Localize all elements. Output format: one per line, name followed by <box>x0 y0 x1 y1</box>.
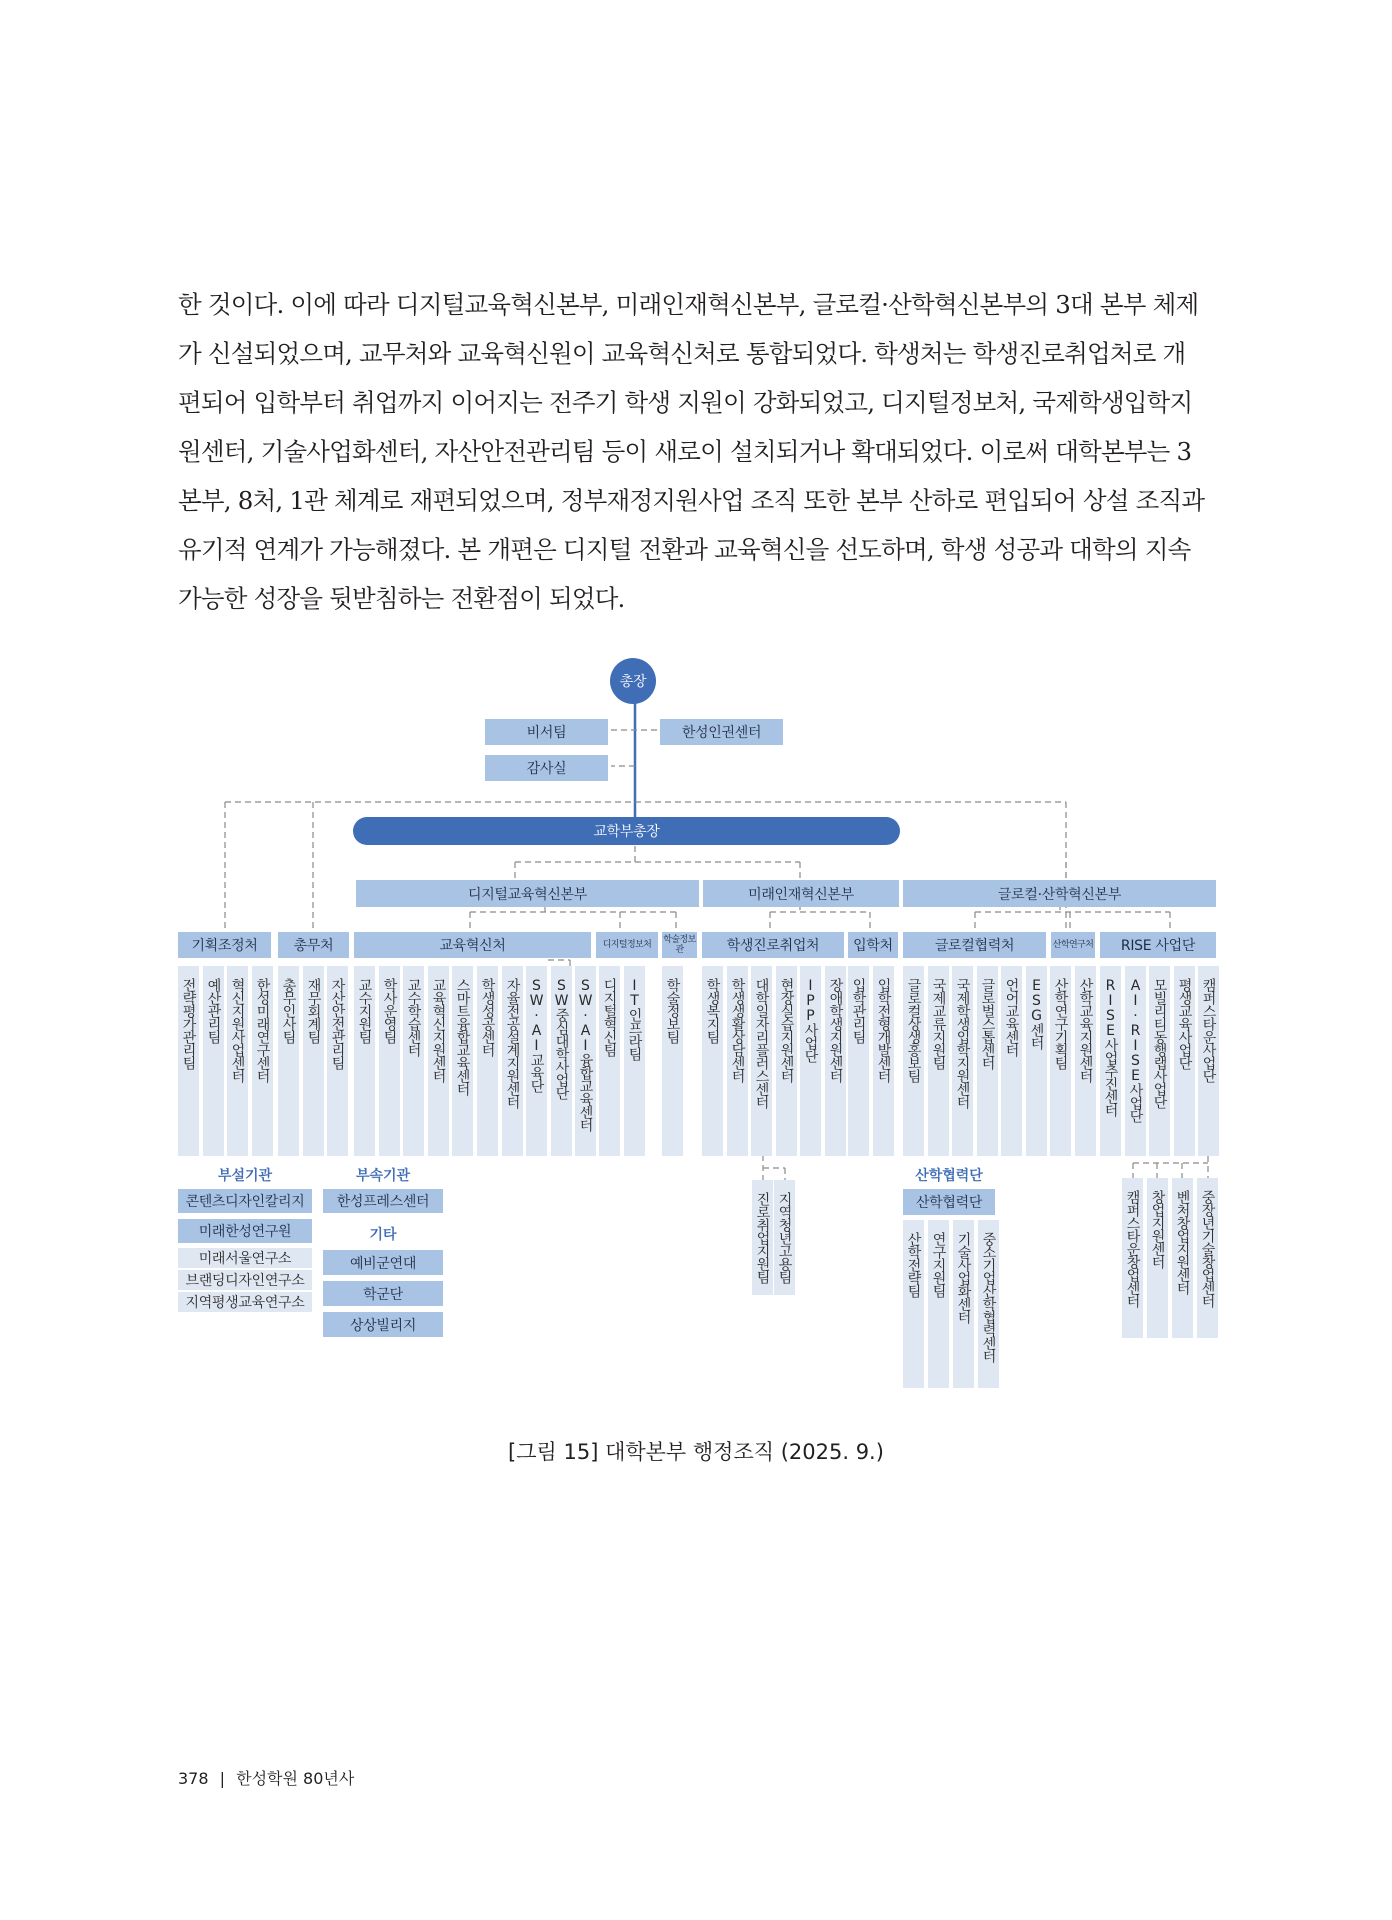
unit-student-career <box>702 966 723 1156</box>
org-unit-label: 교수학습센터 <box>405 978 422 1056</box>
office-general-affairs: 총무처 <box>278 932 349 958</box>
org-unit-label: 중소기업산학협력센터 <box>980 1232 997 1362</box>
unit-student-career <box>776 966 797 1156</box>
unit-student-career <box>800 966 821 1156</box>
office-education-innovation: 교육혁신처 <box>354 932 591 958</box>
rise-subunit <box>1122 1178 1143 1338</box>
org-unit-label: 한성미래연구센터 <box>254 978 271 1082</box>
unit-planning <box>227 966 248 1156</box>
president-node: 총장 <box>610 658 656 704</box>
paragraph-line: 가 신설되었으며, 교무처와 교육혁신원이 교육혁신처로 통합되었다. 학생처는 학생진로취업처로 개 <box>178 339 1186 368</box>
unit-education-innovation <box>354 966 375 1156</box>
industry-foundation-label: 산학협력단 <box>915 1168 983 1184</box>
unit-general-affairs <box>303 966 324 1156</box>
affiliated-institute: 미래서울연구소 <box>178 1248 312 1268</box>
office-rise: RISE 사업단 <box>1100 932 1216 958</box>
org-unit-label: 현장실습지원센터 <box>778 978 795 1082</box>
unit-education-innovation <box>452 966 473 1156</box>
attached-institutions-label: 부속기관 <box>355 1168 411 1184</box>
org-unit-label: 학술정보팀 <box>664 978 681 1043</box>
office-admissions: 입학처 <box>848 932 898 958</box>
org-unit-label: 예산관리팀 <box>205 978 222 1043</box>
org-unit-label: RISE사업추진센터 <box>1102 978 1119 1116</box>
unit-glocal-cooperation <box>1001 966 1022 1156</box>
unit-general-affairs <box>278 966 299 1156</box>
org-unit-label: 벤처창업지원센터 <box>1174 1190 1191 1294</box>
org-unit-label: 캠퍼스타운사업단 <box>1200 978 1217 1082</box>
org-unit-label: 모빌리티동행랩사업단 <box>1151 978 1168 1108</box>
page-footer <box>178 1766 354 1789</box>
unit-student-career <box>751 966 772 1156</box>
others-label: 기타 <box>369 1227 397 1243</box>
org-unit-label: 입학전형개발센터 <box>875 978 892 1082</box>
org-unit-label: 산학교육지원센터 <box>1077 978 1094 1082</box>
unit-glocal-cooperation <box>1026 966 1047 1156</box>
unit-education-innovation <box>502 966 523 1156</box>
org-unit-label: 자산안전관리팀 <box>329 978 346 1069</box>
office-library: 학술정보관 <box>662 932 697 958</box>
other-institution: 학군단 <box>323 1281 443 1306</box>
org-unit-label: SW·AI융합교육센터 <box>577 978 594 1131</box>
org-unit-label: 언어교육센터 <box>1003 978 1020 1056</box>
unit-rise <box>1198 966 1219 1156</box>
org-unit-label: 캠퍼스타운창업센터 <box>1124 1190 1141 1307</box>
unit-industry-research <box>1075 966 1096 1156</box>
industry-foundation-unit <box>978 1220 999 1388</box>
org-unit-label: 산학전략팀 <box>905 1232 922 1297</box>
org-unit-label: 학사운영팀 <box>381 978 398 1043</box>
org-unit-label: 장애학생지원센터 <box>827 978 844 1082</box>
org-unit-label: 창업지원센터 <box>1149 1190 1166 1268</box>
rise-subunit <box>1197 1178 1218 1338</box>
hq-glocal-industry: 글로컬·산학혁신본부 <box>903 880 1216 907</box>
unit-rise <box>1174 966 1195 1156</box>
unit-library <box>662 966 683 1156</box>
unit-education-innovation <box>379 966 400 1156</box>
unit-glocal-cooperation <box>928 966 949 1156</box>
org-unit-label: 진로취업지원팀 <box>754 1192 771 1283</box>
office-digital-info: 디지털정보처 <box>596 932 658 958</box>
affiliated-institutes-label: 부설기관 <box>217 1168 273 1184</box>
unit-planning <box>252 966 273 1156</box>
paragraph-line: 원센터, 기술사업화센터, 자산안전관리팀 등이 새로이 설치되거나 확대되었다. 이로써 대학본부는 3 <box>178 437 1192 466</box>
other-institution: 예비군연대 <box>323 1250 443 1275</box>
career-subunit <box>752 1180 773 1295</box>
affiliated-institute: 미래한성연구원 <box>178 1219 312 1243</box>
paragraph-line: 가능한 성장을 뒷받침하는 전환점이 되었다. <box>178 584 625 613</box>
other-institution: 상상빌리지 <box>323 1312 443 1337</box>
org-unit-label: 디지털혁신팀 <box>601 978 618 1056</box>
industry-foundation-unit <box>953 1220 974 1388</box>
attached-institution: 한성프레스센터 <box>323 1189 443 1213</box>
org-unit-label: 중장년기술창업센터 <box>1199 1190 1216 1307</box>
paragraph-line: 본부, 8처, 1관 체계로 재편되었으며, 정부재정지원사업 조직 또한 본부 산하로 편입되어 상설 조직과 <box>178 486 1205 515</box>
unit-education-innovation <box>428 966 449 1156</box>
unit-rise <box>1149 966 1170 1156</box>
org-unit-label: IPP사업단 <box>802 978 819 1062</box>
unit-student-career <box>825 966 846 1156</box>
paragraph-line: 유기적 연계가 가능해졌다. 본 개편은 디지털 전환과 교육혁신을 선도하며, 학생 성공과 대학의 지속 <box>178 535 1191 564</box>
unit-education-innovation <box>526 966 547 1156</box>
org-unit-label: 재무회계팀 <box>305 978 322 1043</box>
org-unit-label: 글로컬상생홍보팀 <box>905 978 922 1082</box>
unit-general-affairs <box>327 966 348 1156</box>
rise-subunit <box>1147 1178 1168 1338</box>
figure-caption: [그림 15] 대학본부 행정조직 (2025. 9.) <box>508 1440 884 1464</box>
office-glocal-cooperation: 글로컬협력처 <box>903 932 1046 958</box>
footer-separator: | <box>219 1769 226 1788</box>
org-unit-label: SW·AI교육단 <box>528 978 545 1092</box>
industry-foundation-unit <box>928 1220 949 1388</box>
org-unit-label: 연구지원팀 <box>930 1232 947 1297</box>
paragraph-line: 편되어 입학부터 취업까지 이어지는 전주기 학생 지원이 강화되었고, 디지털정보처, 국제학생입학지 <box>178 388 1193 417</box>
book-title: 한성학원 80년사 <box>236 1769 355 1788</box>
unit-industry-research <box>1050 966 1071 1156</box>
unit-education-innovation <box>551 966 572 1156</box>
org-unit-label: 스마트융합교육센터 <box>454 978 471 1095</box>
unit-planning <box>178 966 199 1156</box>
unit-glocal-cooperation <box>977 966 998 1156</box>
org-unit-label: 교수지원팀 <box>356 978 373 1043</box>
org-unit-label: 평생교육사업단 <box>1176 978 1193 1069</box>
unit-planning <box>203 966 224 1156</box>
human-rights-center-box: 한성인권센터 <box>660 719 783 745</box>
hq-future-talent: 미래인재혁신본부 <box>703 880 899 907</box>
org-unit-label: 자율전공설계지원센터 <box>504 978 521 1108</box>
secretariat-box: 비서팀 <box>485 719 608 745</box>
affiliated-institute: 지역평생교육연구소 <box>178 1292 312 1312</box>
unit-education-innovation <box>403 966 424 1156</box>
org-unit-label: 전략평가관리팀 <box>180 978 197 1069</box>
industry-foundation-box: 산학협력단 <box>903 1189 995 1215</box>
org-unit-label: 기술사업화센터 <box>955 1232 972 1323</box>
org-unit-label: 교육혁신지원센터 <box>430 978 447 1082</box>
affiliated-institute: 브랜딩디자인연구소 <box>178 1270 312 1290</box>
unit-rise <box>1100 966 1121 1156</box>
unit-digital-info <box>624 966 645 1156</box>
paragraph-line: 한 것이다. 이에 따라 디지털교육혁신본부, 미래인재혁신본부, 글로컬·산학혁신본부의 3대 본부 체제 <box>178 290 1199 319</box>
unit-rise <box>1125 966 1146 1156</box>
org-unit-label: 국제학생입학지원센터 <box>954 978 971 1108</box>
org-unit-label: 산학연구기획팀 <box>1052 978 1069 1069</box>
org-unit-label: 글로벌스톱센터 <box>979 978 996 1069</box>
org-unit-label: IT인프라팀 <box>626 978 643 1060</box>
org-unit-label: AI·RISE사업단 <box>1127 978 1144 1122</box>
org-unit-label: 혁신지원사업센터 <box>229 978 246 1082</box>
affiliated-institute: 콘텐츠디자인칼리지 <box>178 1189 312 1213</box>
org-unit-label: 학생복지팀 <box>704 978 721 1043</box>
org-unit-label: 학생성공센터 <box>479 978 496 1056</box>
unit-glocal-cooperation <box>952 966 973 1156</box>
unit-admissions <box>848 966 869 1156</box>
unit-student-career <box>727 966 748 1156</box>
org-unit-label: 대학일자리플러스센터 <box>753 978 770 1108</box>
audit-box: 감사실 <box>485 755 608 781</box>
org-unit-label: 총무인사팀 <box>280 978 297 1043</box>
org-unit-label: 학생생활상담센터 <box>729 978 746 1082</box>
office-planning: 기획조정처 <box>178 932 271 958</box>
unit-education-innovation <box>575 966 596 1156</box>
unit-education-innovation <box>477 966 498 1156</box>
org-unit-label: 지역청년고용팀 <box>776 1192 793 1283</box>
provost-bar: 교학부총장 <box>353 817 900 845</box>
hq-digital-education: 디지털교육혁신본부 <box>356 880 699 907</box>
page-number: 378 <box>178 1769 209 1788</box>
office-industry-research: 산학연구처 <box>1051 932 1095 958</box>
org-unit-label: 국제교류지원팀 <box>930 978 947 1069</box>
unit-digital-info <box>599 966 620 1156</box>
unit-admissions <box>873 966 894 1156</box>
office-student-career: 학생진로취업처 <box>702 932 844 958</box>
industry-foundation-unit <box>903 1220 924 1388</box>
org-unit-label: ESG센터 <box>1028 978 1045 1049</box>
org-unit-label: SW중심대학사업단 <box>553 978 570 1099</box>
unit-glocal-cooperation <box>903 966 924 1156</box>
career-subunit <box>774 1180 795 1295</box>
org-unit-label: 입학관리팀 <box>850 978 867 1043</box>
rise-subunit <box>1172 1178 1193 1338</box>
